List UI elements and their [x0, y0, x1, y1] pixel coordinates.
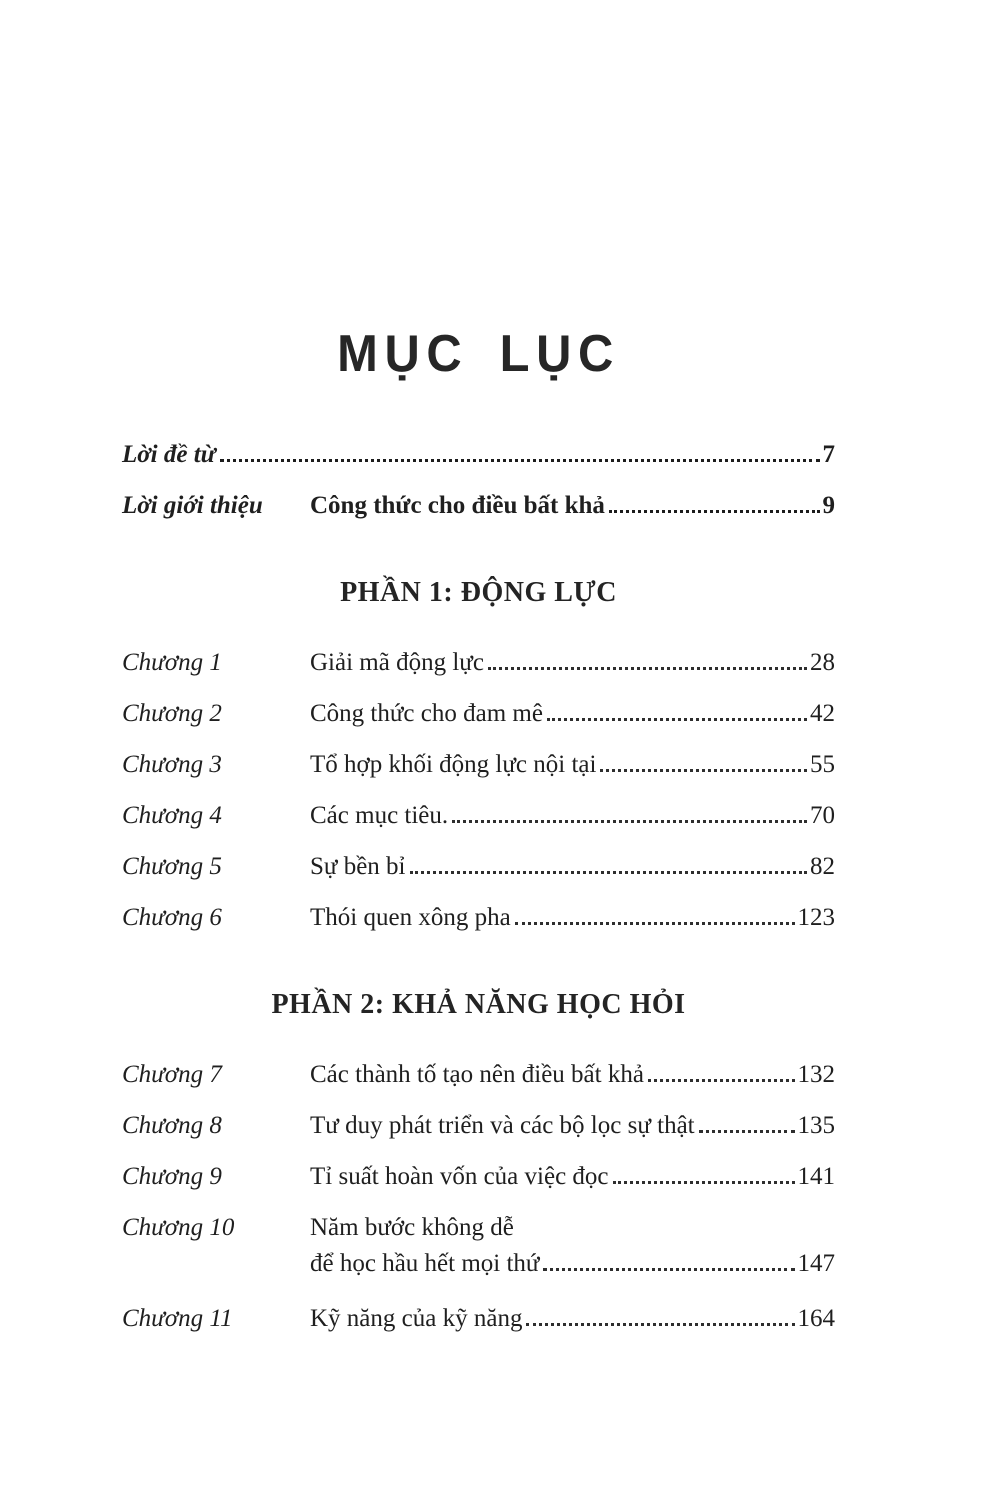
- toc-row-chapter1: [122, 649, 835, 676]
- entry-label: Chương 5: [122, 853, 222, 881]
- page-number: 9: [822, 492, 835, 520]
- toc-row-epigraph: [122, 441, 835, 468]
- dot-leader: [547, 718, 807, 721]
- entry-label: Chương 3: [122, 751, 222, 779]
- section-heading-part1: PHẦN 1: ĐỘNG LỰC: [340, 577, 617, 609]
- front-matter: [122, 441, 835, 519]
- page-number: 135: [797, 1112, 835, 1140]
- dot-leader: [613, 1181, 795, 1184]
- entry-title: Sự bền bỉ: [310, 853, 406, 881]
- page-number: 42: [810, 700, 835, 728]
- dot-leader: [488, 667, 807, 670]
- entry-label: Chương 6: [122, 904, 222, 932]
- toc-row-chapter6: [122, 904, 835, 931]
- page-number: 28: [810, 649, 835, 677]
- entry-title: Thói quen xông pha: [310, 904, 511, 932]
- part2-entries: [122, 1061, 835, 1332]
- toc-row-chapter2: [122, 700, 835, 727]
- dot-leader: [410, 871, 808, 874]
- dot-leader: [543, 1268, 794, 1271]
- entry-label: Chương 8: [122, 1112, 222, 1140]
- entry-title: Tổ hợp khối động lực nội tại: [310, 751, 597, 779]
- toc-row-chapter11: [122, 1305, 835, 1332]
- entry-label: Chương 7: [122, 1061, 222, 1089]
- entry-title: Tỉ suất hoàn vốn của việc đọc: [310, 1163, 609, 1191]
- entry-title-line2: để học hầu hết mọi thứ: [310, 1250, 540, 1278]
- page-number: 55: [810, 751, 835, 779]
- page-number: 164: [797, 1305, 835, 1333]
- page-number: 147: [797, 1250, 835, 1278]
- page-number: 141: [797, 1163, 835, 1191]
- page-number: 82: [810, 853, 835, 881]
- entry-title: Công thức cho đam mê: [310, 700, 543, 728]
- dot-leader: [452, 820, 807, 823]
- entry-title-line2-row: [310, 1250, 835, 1277]
- page-number: 132: [797, 1061, 835, 1089]
- entry-label: Lời đề từ: [122, 441, 216, 469]
- entry-label: Chương 11: [122, 1305, 233, 1333]
- entry-title-line1: Năm bước không dễ: [310, 1214, 514, 1242]
- dot-leader: [526, 1323, 794, 1326]
- toc-row-chapter9: [122, 1163, 835, 1190]
- page-number: 123: [797, 904, 835, 932]
- dot-leader: [220, 459, 820, 462]
- toc-row-chapter8: [122, 1112, 835, 1139]
- entry-label: Chương 9: [122, 1163, 222, 1191]
- page-number: 70: [810, 802, 835, 830]
- part1-entries: [122, 649, 835, 931]
- dot-leader: [699, 1130, 795, 1133]
- entry-title: Các thành tố tạo nên điều bất khả: [310, 1061, 644, 1089]
- entry-title: Giải mã động lực: [310, 649, 484, 677]
- dot-leader: [600, 769, 807, 772]
- toc-row-chapter3: [122, 751, 835, 778]
- entry-label: Chương 4: [122, 802, 222, 830]
- page-number: 7: [822, 441, 835, 469]
- entry-label: Chương 10: [122, 1214, 235, 1242]
- entry-title: Các mục tiêu.: [310, 802, 449, 830]
- dot-leader: [515, 922, 795, 925]
- toc-row-chapter7: [122, 1061, 835, 1088]
- toc-row-chapter4: [122, 802, 835, 829]
- entry-label: Chương 2: [122, 700, 222, 728]
- entry-title: Kỹ năng của kỹ năng: [310, 1305, 523, 1333]
- toc-row-chapter10: [122, 1214, 835, 1277]
- entry-title: Công thức cho điều bất khả: [310, 492, 605, 520]
- toc-content: [0, 326, 984, 1332]
- dot-leader: [609, 510, 820, 513]
- page-title: MỤC LỤC: [337, 325, 620, 383]
- section-heading-part2: PHẦN 2: KHẢ NĂNG HỌC HỎI: [271, 989, 686, 1021]
- entry-label: Lời giới thiệu: [122, 492, 263, 520]
- dot-leader: [648, 1079, 795, 1082]
- entry-label: Chương 1: [122, 649, 222, 677]
- entry-title-multiline: [310, 1214, 835, 1277]
- toc-row-chapter5: [122, 853, 835, 880]
- toc-row-introduction: [122, 492, 835, 519]
- entry-title: Tư duy phát triển và các bộ lọc sự thật: [310, 1112, 695, 1140]
